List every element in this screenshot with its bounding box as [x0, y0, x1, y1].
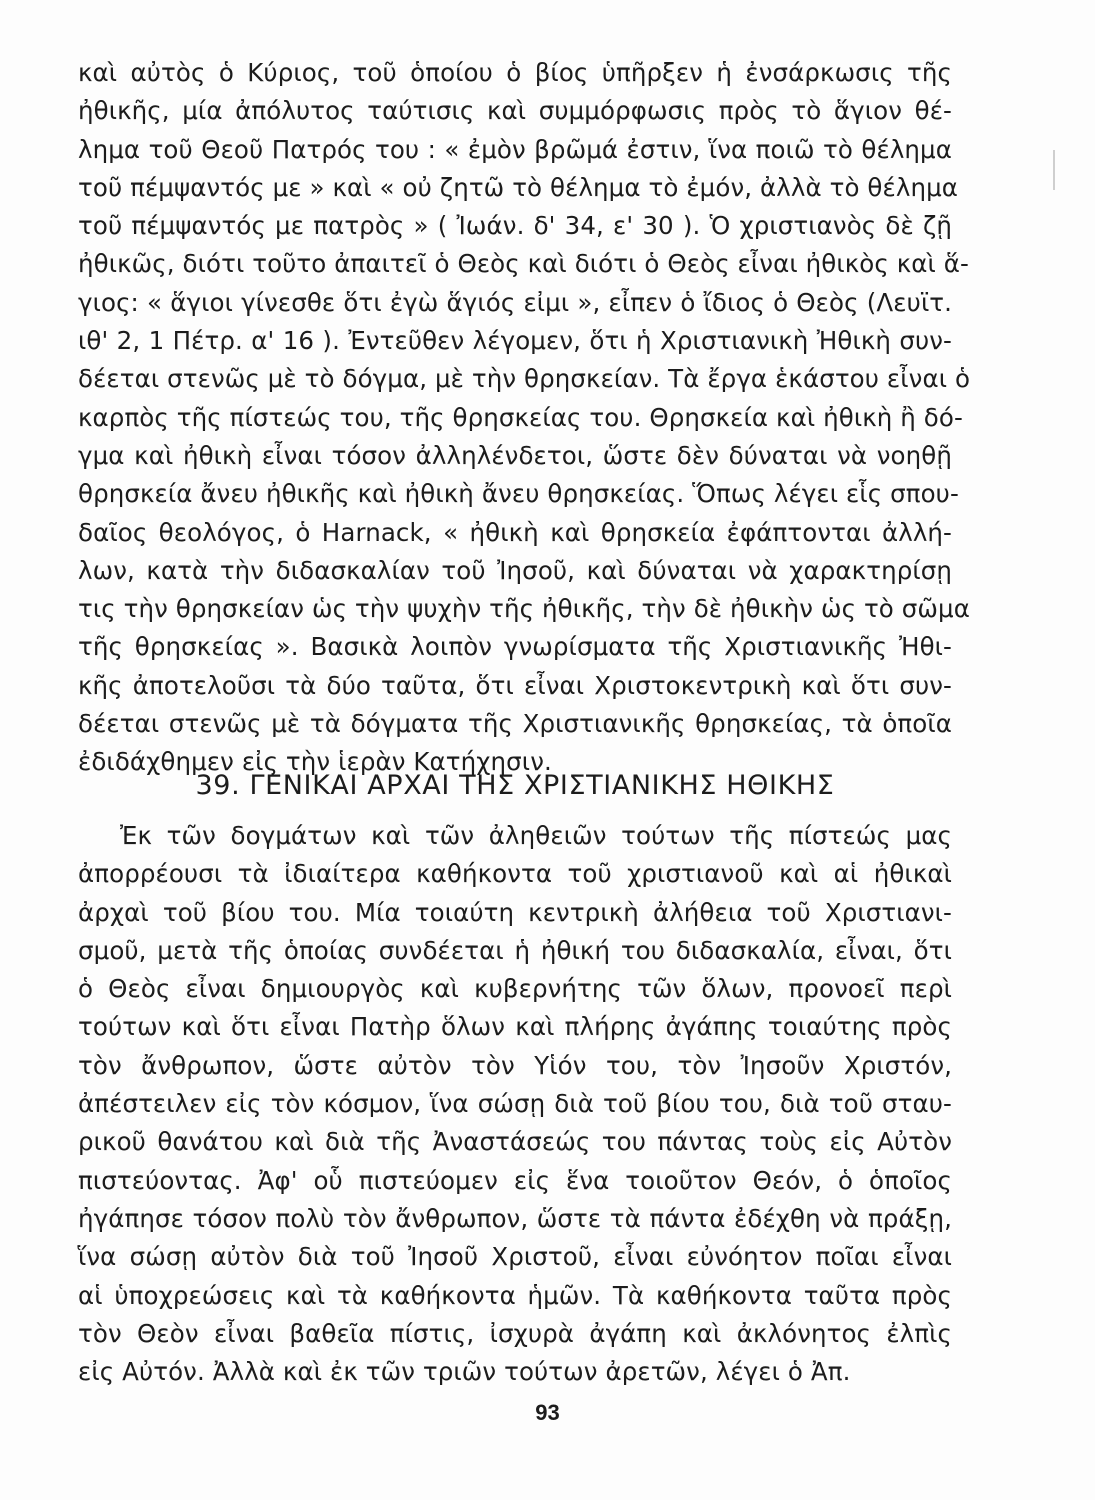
text-line: ἵνα σώσῃ αὐτὸν διὰ τοῦ Ἰησοῦ Χριστοῦ, εἶναι εὐνόητον ποῖαι εἶναι — [78, 1242, 952, 1272]
text-line: καὶ αὐτὸς ὁ Κύριος, τοῦ ὁποίου ὁ βίος ὑπῆρξεν ἡ ἐνσάρκωσις τῆς — [78, 58, 952, 87]
text-line: θρησκεία ἄνευ ἠθικῆς καὶ ἠθικὴ ἄνευ θρησκείας. Ὅπως λέγει εἷς σπου- — [78, 479, 959, 509]
text-line: τις τὴν θρησκείαν ὡς τὴν ψυχὴν τῆς ἠθικῆς, τὴν δὲ ἠθικὴν ὡς τὸ σῶμα — [78, 594, 970, 624]
text-line: ἀπορρέουσι τὰ ἰδιαίτερα καθήκοντα τοῦ χριστιανοῦ καὶ αἱ ἠθικαὶ — [78, 859, 952, 889]
text-line: ἠγάπησε τόσον πολὺ τὸν ἄνθρωπον, ὥστε τὰ πάντα ἐδέχθη νὰ πράξῃ, — [78, 1203, 952, 1233]
text-line: εἰς Αὐτόν. Ἀλλὰ καὶ ἐκ τῶν τριῶν τούτων ἀρετῶν, λέγει ὁ Ἀπ. — [78, 1357, 851, 1387]
text-line: σμοῦ, μετὰ τῆς ὁποίας συνδέεται ἡ ἠθική του διδασκαλία, εἶναι, ὅτι — [78, 935, 952, 965]
text-line: Ἐκ τῶν δογμάτων καὶ τῶν ἀληθειῶν τούτων τῆς πίστεώς μας — [120, 821, 952, 850]
text-line: ἠθικῶς, διότι τοῦτο ἀπαιτεῖ ὁ Θεὸς καὶ διότι ὁ Θεὸς εἶναι ἠθικὸς καὶ ἅ- — [78, 249, 969, 279]
paragraph-section-39 — [78, 817, 952, 1391]
text-line: ἐδιδάχθημεν εἰς τὴν ἱερὰν Κατήχησιν. — [78, 747, 552, 777]
text-line: γιος: « ἅγιοι γίνεσθε ὅτι ἐγὼ ἅγιός εἰμι », εἶπεν ὁ ἴδιος ὁ Θεὸς (Λευϊτ. — [78, 287, 952, 317]
text-line: γμα καὶ ἠθικὴ εἶναι τόσον ἀλληλένδετοι, ὥστε δὲν δύναται νὰ νοηθῇ — [78, 440, 952, 470]
text-line: ὁ Θεὸς εἶναι δημιουργὸς καὶ κυβερνήτης τῶν ὅλων, προνοεῖ περὶ — [78, 974, 952, 1004]
text-line: καρπὸς τῆς πίστεώς του, τῆς θρησκείας του. Θρησκεία καὶ ἠθικὴ ἢ δό- — [78, 402, 963, 432]
text-line: δαῖος θεολόγος, ὁ Harnack, « ἠθικὴ καὶ θρησκεία ἐφάπτονται ἀλλή- — [78, 517, 952, 547]
text-line: πιστεύοντας. Ἀφ' οὗ πιστεύομεν εἰς ἕνα τοιοῦτον Θεόν, ὁ ὁποῖος — [78, 1165, 952, 1195]
text-line: ἀρχαὶ τοῦ βίου του. Μία τοιαύτη κεντρικὴ ἀλήθεια τοῦ Χριστιανι- — [78, 897, 952, 927]
text-line: λημα τοῦ Θεοῦ Πατρός του : « ἐμὸν βρῶμά ἐστιν, ἵνα ποιῶ τὸ θέλημα — [78, 134, 952, 164]
text-line: δέεται στενῶς μὲ τὸ δόγμα, μὲ τὴν θρησκείαν. Τὰ ἔργα ἑκάστου εἶναι ὁ — [78, 364, 971, 394]
text-line: δέεται στενῶς μὲ τὰ δόγματα τῆς Χριστιανικῆς θρησκείας, τὰ ὁποῖα — [78, 709, 952, 739]
text-line: κῆς ἀποτελοῦσι τὰ δύο ταῦτα, ὅτι εἶναι Χριστοκεντρικὴ καὶ ὅτι συν- — [78, 670, 952, 700]
text-line: τοῦ πέμψαντός με πατρὸς » ( Ἰωάν. δ' 34, ε' 30 ). Ὁ χριστιανὸς δὲ ζῇ — [78, 211, 952, 241]
text-line: αἱ ὑποχρεώσεις καὶ τὰ καθήκοντα ἡμῶν. Τὰ καθήκοντα ταῦτα πρὸς — [78, 1280, 952, 1310]
text-line: τῆς θρησκείας ». Βασικὰ λοιπὸν γνωρίσματα τῆς Χριστιανικῆς Ἠθι- — [78, 632, 952, 662]
page-edge-mark — [1053, 150, 1055, 190]
text-line: ρικοῦ θανάτου καὶ διὰ τῆς Ἀναστάσεώς του πάντας τοὺς εἰς Αὐτὸν — [78, 1127, 952, 1157]
text-line: ἠθικῆς, μία ἀπόλυτος ταύτισις καὶ συμμόρφωσις πρὸς τὸ ἅγιον θέ- — [78, 96, 952, 126]
text-line: τὸν Θεὸν εἶναι βαθεῖα πίστις, ἰσχυρὰ ἀγάπη καὶ ἀκλόνητος ἐλπὶς — [78, 1318, 952, 1348]
text-line: τὸν ἄνθρωπον, ὥστε αὐτὸν τὸν Υἱόν του, τὸν Ἰησοῦν Χριστόν, — [78, 1050, 952, 1080]
page-number: 93 — [535, 1400, 560, 1425]
paragraph-continuation — [78, 54, 971, 782]
text-line: ἀπέστειλεν εἰς τὸν κόσμον, ἵνα σώσῃ διὰ τοῦ βίου του, διὰ τοῦ σταυ- — [78, 1089, 952, 1119]
text-line: τοῦ πέμψαντός με » καὶ « οὐ ζητῶ τὸ θέλημα τὸ ἐμόν, ἀλλὰ τὸ θέλημα — [78, 172, 959, 202]
section-heading: 39. ΓΕΝΙΚΑΙ ΑΡΧΑΙ ΤΗΣ ΧΡΙΣΤΙΑΝΙΚΗΣ ΗΘΙΚΗΣ — [195, 770, 835, 801]
text-line: ιθ' 2, 1 Πέτρ. α' 16 ). Ἐντεῦθεν λέγομεν, ὅτι ἡ Χριστιανικὴ Ἠθικὴ συν- — [78, 326, 952, 356]
text-line: τούτων καὶ ὅτι εἶναι Πατὴρ ὅλων καὶ πλήρης ἀγάπης τοιαύτης πρὸς — [78, 1012, 952, 1042]
text-line: λων, κατὰ τὴν διδασκαλίαν τοῦ Ἰησοῦ, καὶ δύναται νὰ χαρακτηρίσῃ — [78, 555, 952, 585]
